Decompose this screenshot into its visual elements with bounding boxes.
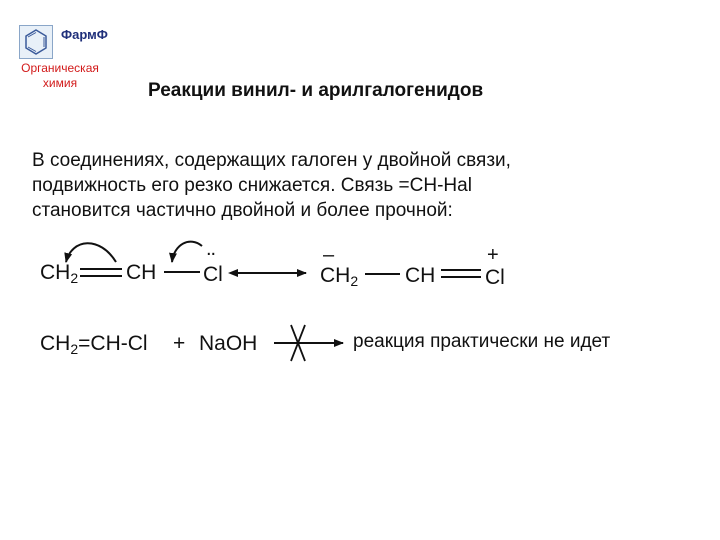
- logo-title: ФармФ: [61, 27, 108, 42]
- paragraph-line-1: В соединениях, содержащих галоген у двойной связи,: [32, 150, 511, 171]
- left-ch: CH: [126, 261, 157, 284]
- logo-subtitle-line-2: химия: [42, 76, 78, 90]
- reaction-note: реакция практически не идет: [353, 331, 611, 352]
- reactant-post: =CH-Cl: [78, 332, 148, 355]
- reactant-pre: CH: [40, 332, 71, 355]
- right-ch2-subscript: 2: [350, 273, 359, 289]
- reactant-subscript: 2: [70, 341, 79, 357]
- left-ch2: [40, 262, 78, 285]
- curved-arrow-bond-shift: [66, 243, 116, 262]
- right-cl: Cl: [485, 266, 505, 289]
- minus-charge: –: [323, 244, 335, 266]
- plus-sign: +: [173, 332, 186, 355]
- left-ch2-subscript: 2: [70, 270, 79, 286]
- reagent-naoh: NaOH: [199, 332, 258, 355]
- left-cl: Cl: [203, 263, 223, 286]
- slide-title: Реакции винил- и арилгалогенидов: [148, 80, 484, 101]
- paragraph-line-2: подвижность его резко снижается. Связь =СН-Наl: [32, 175, 472, 196]
- right-double-bond: [441, 270, 481, 277]
- left-ch2-text: CH: [40, 261, 71, 284]
- lone-pair-dots: ..: [206, 238, 216, 260]
- curved-arrow-lone-pair: [172, 242, 202, 262]
- left-double-bond: [80, 269, 122, 276]
- logo-subtitle-line-1: Органическая: [21, 61, 99, 75]
- reactant-vinyl-chloride: [40, 333, 148, 356]
- plus-charge: +: [487, 244, 499, 266]
- right-ch2: [320, 265, 358, 288]
- right-ch2-text: CH: [320, 264, 351, 287]
- right-ch: CH: [405, 264, 436, 287]
- paragraph-line-3: становится частично двойной и более прочной:: [32, 200, 453, 221]
